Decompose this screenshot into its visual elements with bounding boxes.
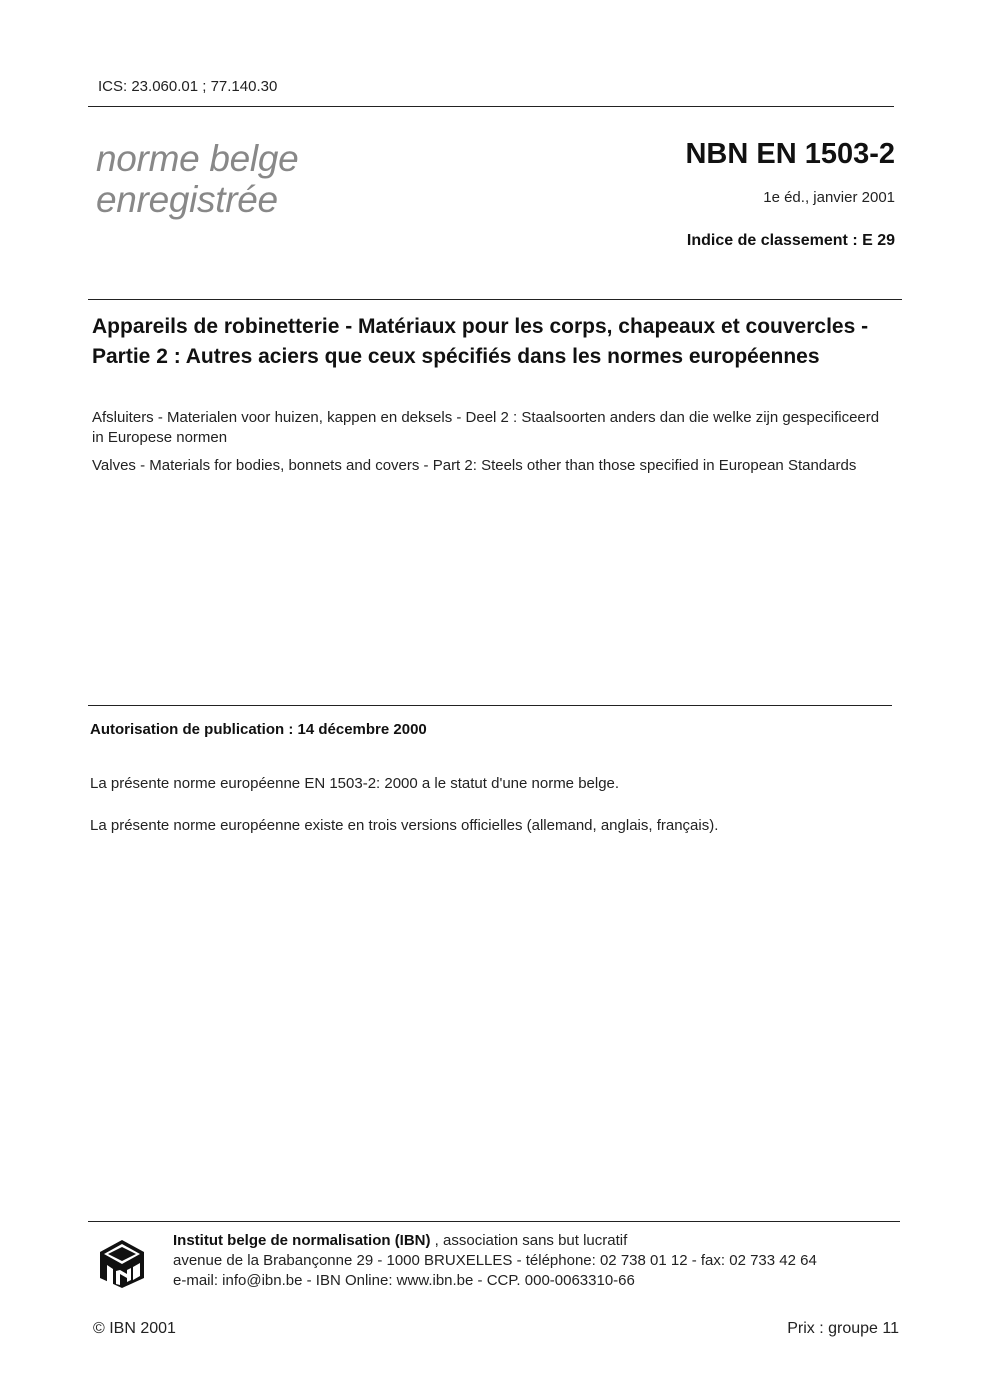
price-group: Prix : groupe 11 bbox=[787, 1320, 899, 1337]
brand-title bbox=[96, 138, 298, 220]
institute-address: avenue de la Brabançonne 29 - 1000 BRUXELLES - téléphone: 02 738 01 12 - fax: 02 733 42 64 bbox=[173, 1252, 817, 1269]
body-divider bbox=[88, 705, 892, 706]
top-divider bbox=[88, 106, 894, 107]
title-divider bbox=[88, 299, 902, 300]
title-french: Appareils de robinetterie - Matériaux pour les corps, chapeaux et couvercles - Partie 2 : Autres aciers que ceux spécifiés dans les normes européennes bbox=[92, 315, 869, 368]
footer-divider bbox=[88, 1221, 900, 1222]
institute-line bbox=[173, 1232, 627, 1249]
copyright: © IBN 2001 bbox=[93, 1320, 176, 1337]
ics-code: ICS: 23.060.01 ; 77.140.30 bbox=[98, 78, 278, 95]
ibn-logo-icon bbox=[96, 1238, 148, 1290]
versions-paragraph: La présente norme européenne existe en trois versions officielles (allemand, anglais, français). bbox=[90, 817, 719, 834]
institute-contact: e-mail: info@ibn.be - IBN Online: www.ibn.be - CCP. 000-0063310-66 bbox=[173, 1272, 635, 1289]
edition-date: 1e éd., janvier 2001 bbox=[763, 189, 895, 206]
classification-index: Indice de classement : E 29 bbox=[686, 232, 895, 249]
title-dutch: Afsluiters - Materialen voor huizen, kappen en deksels - Deel 2 : Staalsoorten anders dan die welke zijn gespecificeerd in Europese normen bbox=[92, 409, 880, 446]
brand-line-1: norme belge bbox=[96, 138, 299, 179]
brand-line-2: enregistrée bbox=[96, 179, 278, 220]
institute-name: Institut belge de normalisation (IBN) bbox=[173, 1232, 431, 1249]
title-english: Valves - Materials for bodies, bonnets and covers - Part 2: Steels other than those specified in European Standards bbox=[92, 457, 857, 474]
standard-number: NBN EN 1503-2 bbox=[685, 138, 895, 170]
publication-authorisation: Autorisation de publication : 14 décembre 2000 bbox=[90, 721, 427, 738]
institute-description: , association sans but lucratif bbox=[430, 1232, 628, 1249]
status-paragraph: La présente norme européenne EN 1503-2: 2000 a le statut d'une norme belge. bbox=[90, 775, 620, 792]
